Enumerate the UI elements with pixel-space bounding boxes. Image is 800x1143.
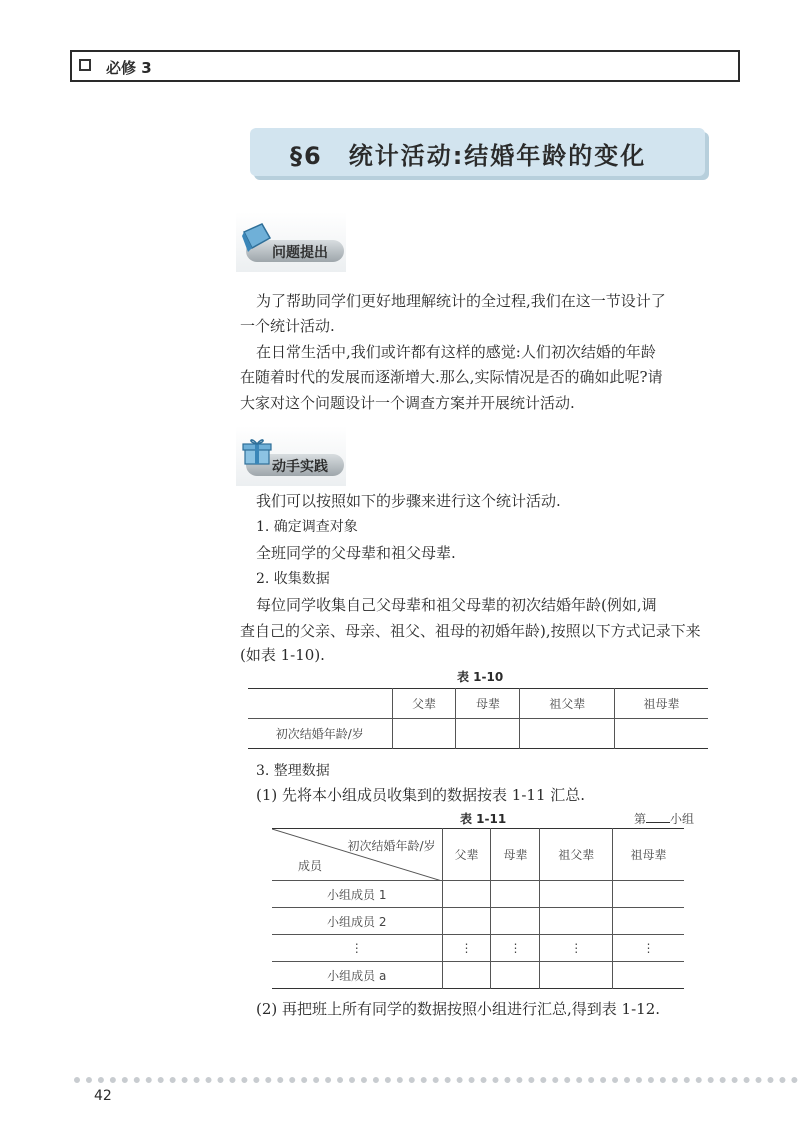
table-cell [615, 719, 708, 749]
group-prefix: 第 [634, 812, 647, 826]
table-header-cell: 祖父辈 [540, 829, 612, 881]
table-row-label: 小组成员 a [272, 962, 442, 989]
table-row [272, 935, 684, 962]
group-label [634, 810, 694, 827]
table-header-cell: 母辈 [491, 829, 540, 881]
table-row-label: 初次结婚年龄/岁 [248, 719, 392, 749]
ellipsis-cell: ⋮ [442, 935, 491, 962]
table-header-row [248, 689, 708, 719]
table-header-cell [248, 689, 392, 719]
table-row [248, 719, 708, 749]
paragraph-line: 每位同学收集自己父母辈和祖父母辈的初次结婚年龄(例如,调 [256, 596, 657, 614]
diagonal-top-label: 初次结婚年龄/岁 [347, 839, 436, 853]
table-header-cell: 祖父辈 [520, 689, 615, 719]
gift-box-icon [240, 436, 274, 468]
table-1-10 [248, 688, 708, 749]
paragraph-line: (1) 先将本小组成员收集到的数据按表 1-11 汇总. [256, 786, 586, 804]
table-row-label: 小组成员 2 [272, 908, 442, 935]
paragraph-line: 我们可以按照如下的步骤来进行这个统计活动. [256, 492, 561, 510]
table-header-row [272, 829, 684, 881]
table-cell [540, 881, 612, 908]
running-header [70, 50, 740, 82]
header-label: 必修 3 [106, 59, 152, 77]
header-square-icon [79, 59, 91, 71]
table-header-cell: 祖母辈 [612, 829, 684, 881]
group-suffix: 小组 [670, 812, 695, 826]
table-cell [442, 881, 491, 908]
table-cell [612, 908, 684, 935]
table-cell [491, 881, 540, 908]
table-cell [442, 908, 491, 935]
paragraph-line: 一个统计活动. [240, 317, 335, 335]
table-row-label: 小组成员 1 [272, 881, 442, 908]
footer-dotted-rule [74, 1077, 798, 1083]
table-row [272, 881, 684, 908]
section-title: §6 统计活动:结婚年龄的变化 [290, 142, 647, 170]
table-cell [456, 719, 520, 749]
ellipsis-cell: ⋮ [612, 935, 684, 962]
step-heading: 1. 确定调查对象 [256, 519, 358, 535]
table-caption: 表 1-10 [457, 670, 504, 684]
paragraph-line: 大家对这个问题设计一个调查方案并开展统计活动. [240, 394, 575, 412]
step-heading: 2. 收集数据 [256, 571, 330, 587]
table-caption: 表 1-11 [460, 812, 507, 826]
group-blank [646, 813, 670, 823]
section-label-problem: 问题提出 [272, 245, 328, 261]
paragraph-line: 在随着时代的发展而逐渐增大.那么,实际情况是否的确如此呢?请 [240, 368, 663, 386]
paragraph-line: 为了帮助同学们更好地理解统计的全过程,我们在这一节设计了 [256, 292, 666, 310]
paragraph-line: 在日常生活中,我们或许都有这样的感觉:人们初次结婚的年龄 [256, 343, 656, 361]
section-title-box [250, 128, 705, 176]
table-cell [392, 719, 456, 749]
step-heading: 3. 整理数据 [256, 763, 330, 779]
table-cell [520, 719, 615, 749]
paragraph-line: 全班同学的父母辈和祖父母辈. [256, 544, 456, 562]
table-cell [540, 908, 612, 935]
table-cell [612, 962, 684, 989]
table-cell [540, 962, 612, 989]
table-row [272, 962, 684, 989]
page-number: 42 [94, 1088, 112, 1104]
paragraph-line: (如表 1-10). [240, 646, 325, 664]
ellipsis-cell: ⋮ [491, 935, 540, 962]
table-header-cell: 母辈 [456, 689, 520, 719]
table-header-cell: 父辈 [392, 689, 456, 719]
table-header-cell: 父辈 [442, 829, 491, 881]
paragraph-line: 查自己的父亲、母亲、祖父、祖母的初婚年龄),按照以下方式记录下来 [240, 622, 701, 640]
table-cell [491, 962, 540, 989]
paragraph-line: (2) 再把班上所有同学的数据按照小组进行汇总,得到表 1-12. [256, 1000, 661, 1018]
section-label-practice: 动手实践 [272, 459, 328, 475]
diagonal-header-cell [272, 829, 442, 881]
table-row [272, 908, 684, 935]
table-cell [612, 881, 684, 908]
table-cell [491, 908, 540, 935]
ellipsis-cell: ⋮ [540, 935, 612, 962]
table-cell [442, 962, 491, 989]
section-marker-practice [236, 426, 356, 490]
section-marker-problem [236, 212, 356, 276]
diagonal-bottom-label: 成员 [298, 859, 323, 873]
table-header-cell: 祖母辈 [615, 689, 708, 719]
table-1-11 [272, 828, 684, 989]
table-row-label: ⋮ [272, 935, 442, 962]
pen-icon [240, 222, 274, 254]
